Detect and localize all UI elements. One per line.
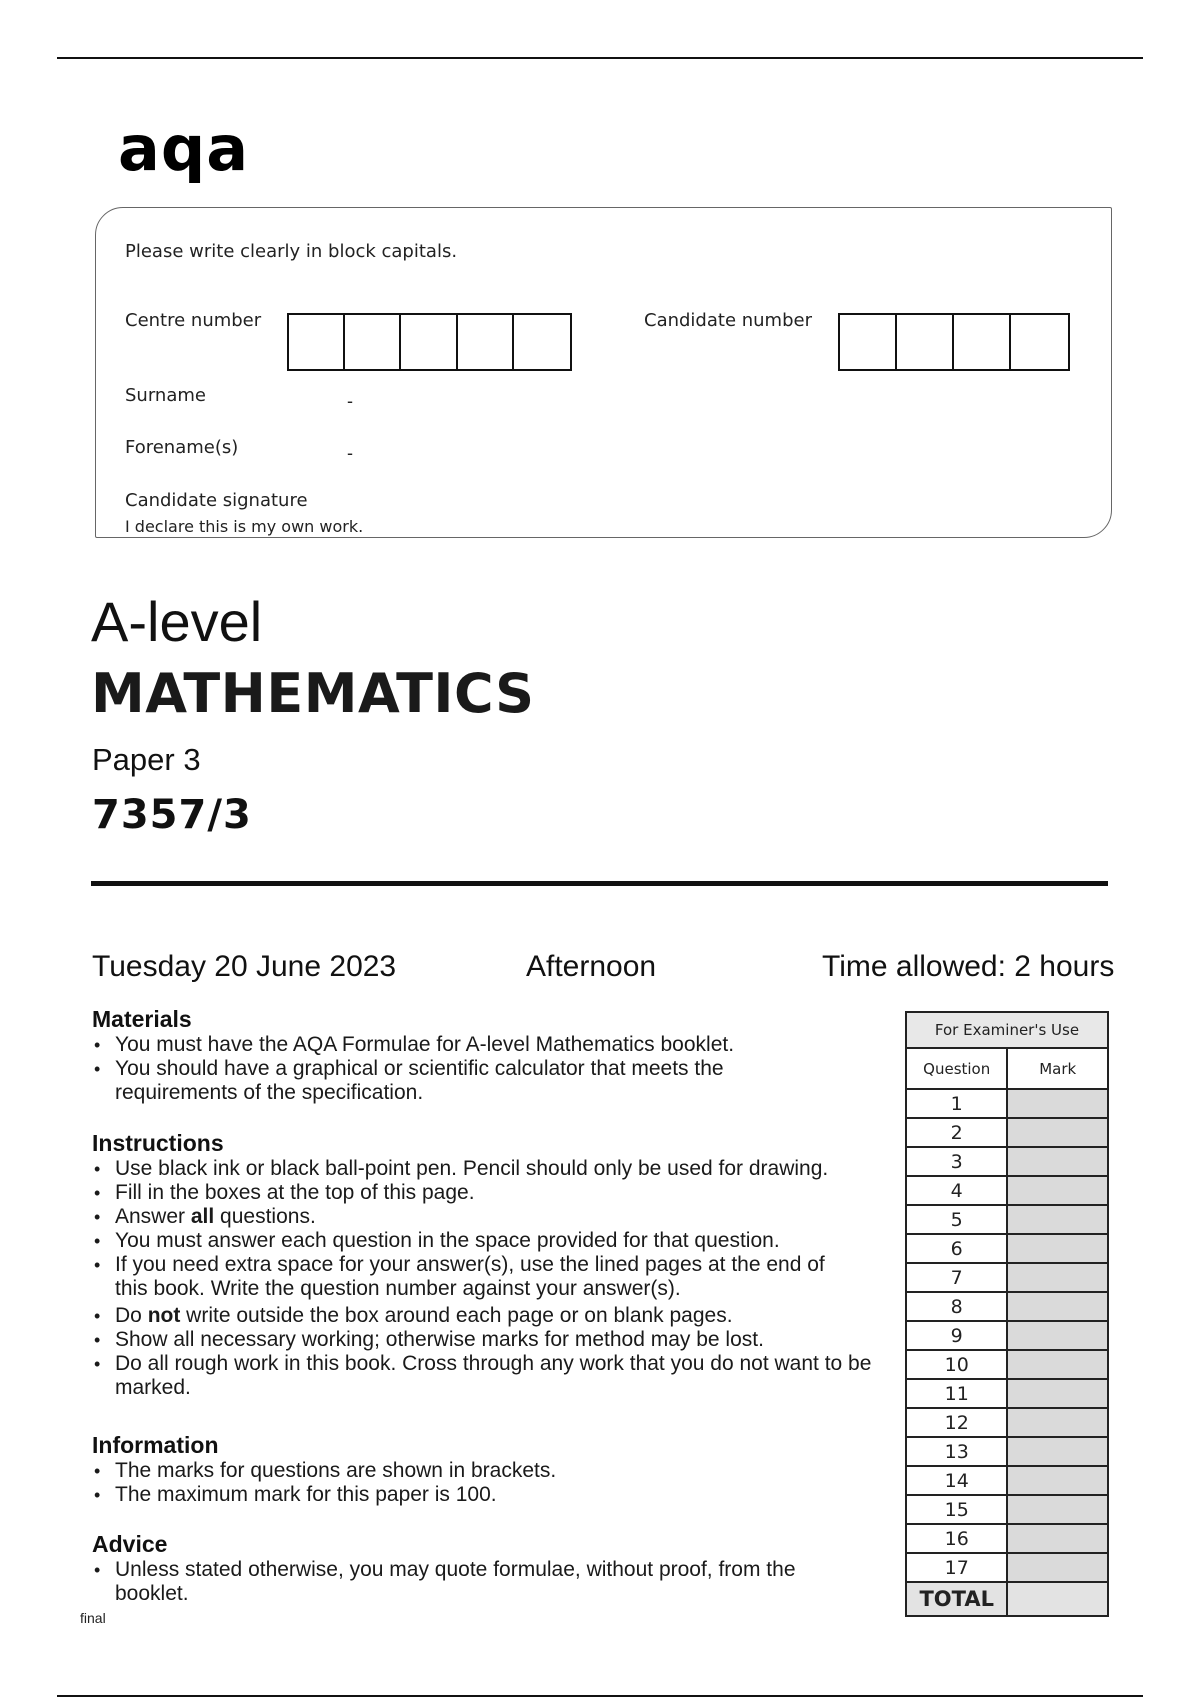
list-item	[92, 1205, 892, 1229]
text: Do	[115, 1304, 148, 1327]
table-row	[906, 1350, 1108, 1379]
list-item: • Fill in the boxes at the top of this page.	[92, 1181, 892, 1205]
qualification-level: A-level	[91, 590, 263, 653]
surname-field[interactable]: -	[347, 391, 353, 411]
question-number: 10	[906, 1350, 1007, 1379]
table-row	[906, 1205, 1108, 1234]
mark-cell[interactable]	[1007, 1263, 1108, 1292]
table-row	[906, 1379, 1108, 1408]
table-row	[906, 1321, 1108, 1350]
examiner-table-title: For Examiner's Use	[906, 1012, 1108, 1048]
aqa-logo: aqa	[118, 112, 250, 185]
mark-cell[interactable]	[1007, 1408, 1108, 1437]
table-row	[906, 1147, 1108, 1176]
candidate-number-boxes[interactable]	[838, 313, 1070, 371]
table-row	[906, 1118, 1108, 1147]
centre-number-digit[interactable]	[401, 315, 457, 369]
table-row	[906, 1524, 1108, 1553]
list-item: • You must answer each question in the space provided for that question.	[92, 1229, 892, 1253]
mark-cell[interactable]	[1007, 1176, 1108, 1205]
mark-cell[interactable]	[1007, 1292, 1108, 1321]
materials-section	[92, 1008, 882, 1105]
centre-number-label: Centre number	[125, 310, 262, 331]
table-row	[906, 1089, 1108, 1118]
total-label: TOTAL	[906, 1582, 1007, 1616]
subject-title: MATHEMATICS	[91, 662, 535, 725]
text: Answer	[115, 1205, 191, 1228]
question-number: 9	[906, 1321, 1007, 1350]
centre-number-digit[interactable]	[289, 315, 345, 369]
question-number: 11	[906, 1379, 1007, 1408]
list-item: • If you need extra space for your answer(s), use the lined pages at the end of this book. Write the question number against your answer(s).	[92, 1253, 845, 1301]
question-number: 12	[906, 1408, 1007, 1437]
question-number: 15	[906, 1495, 1007, 1524]
forenames-field[interactable]: -	[347, 443, 353, 463]
list-item: • You should have a graphical or scientific calculator that meets the requirements of the specification.	[92, 1057, 775, 1105]
question-number: 17	[906, 1553, 1007, 1582]
signature-label: Candidate signature	[125, 490, 308, 511]
total-row	[906, 1582, 1108, 1616]
question-number: 2	[906, 1118, 1007, 1147]
list-item: • Show all necessary working; otherwise marks for method may be lost.	[92, 1328, 892, 1352]
mark-cell[interactable]	[1007, 1553, 1108, 1582]
surname-label: Surname	[125, 385, 206, 406]
table-row	[906, 1234, 1108, 1263]
candidate-number-digit[interactable]	[954, 315, 1011, 369]
candidate-number-digit[interactable]	[897, 315, 954, 369]
list-item: • The marks for questions are shown in brackets.	[92, 1459, 882, 1483]
centre-number-digit[interactable]	[514, 315, 570, 369]
time-allowed: Time allowed: 2 hours	[822, 950, 1115, 983]
advice-section	[92, 1533, 882, 1606]
text: questions.	[214, 1205, 316, 1228]
list-item	[92, 1304, 892, 1328]
mark-cell[interactable]	[1007, 1466, 1108, 1495]
list-item: • You must have the AQA Formulae for A-level Mathematics booklet.	[92, 1033, 882, 1057]
mark-cell[interactable]	[1007, 1089, 1108, 1118]
list-item: • Use black ink or black ball-point pen. Pencil should only be used for drawing.	[92, 1157, 892, 1181]
question-column-header: Question	[906, 1048, 1007, 1089]
question-number: 1	[906, 1089, 1007, 1118]
table-row	[906, 1553, 1108, 1582]
question-number: 3	[906, 1147, 1007, 1176]
list-item: • Unless stated otherwise, you may quote formulae, without proof, from the booklet.	[92, 1558, 845, 1606]
top-rule	[57, 57, 1143, 59]
exam-session: Afternoon	[526, 950, 657, 983]
exam-date: Tuesday 20 June 2023	[92, 950, 397, 983]
question-number: 13	[906, 1437, 1007, 1466]
centre-number-digit[interactable]	[345, 315, 401, 369]
information-section	[92, 1434, 882, 1507]
table-row	[906, 1437, 1108, 1466]
list-item: • The maximum mark for this paper is 100.	[92, 1483, 882, 1507]
mark-cell[interactable]	[1007, 1234, 1108, 1263]
instructions-heading: Instructions	[92, 1130, 224, 1156]
examiner-use-table	[905, 1011, 1109, 1617]
mark-cell[interactable]	[1007, 1524, 1108, 1553]
candidate-number-label: Candidate number	[644, 310, 812, 331]
block-capitals-instruction: Please write clearly in block capitals.	[125, 241, 458, 262]
candidate-number-digit[interactable]	[1011, 315, 1068, 369]
table-row	[906, 1263, 1108, 1292]
centre-number-digit[interactable]	[458, 315, 514, 369]
candidate-number-digit[interactable]	[840, 315, 897, 369]
title-divider	[91, 881, 1108, 886]
forenames-label: Forename(s)	[125, 437, 239, 458]
question-number: 6	[906, 1234, 1007, 1263]
table-row	[906, 1408, 1108, 1437]
mark-cell[interactable]	[1007, 1205, 1108, 1234]
question-number: 14	[906, 1466, 1007, 1495]
paper-number: Paper 3	[92, 742, 201, 777]
question-number: 4	[906, 1176, 1007, 1205]
paper-code: 7357/3	[92, 792, 252, 838]
mark-cell[interactable]	[1007, 1118, 1108, 1147]
list-item: • Do all rough work in this book. Cross through any work that you do not want to be marked.	[92, 1352, 885, 1400]
final-note: final	[80, 1610, 106, 1626]
table-row	[906, 1292, 1108, 1321]
centre-number-boxes[interactable]	[287, 313, 572, 371]
mark-cell[interactable]	[1007, 1437, 1108, 1466]
table-row	[906, 1176, 1108, 1205]
instructions-section	[92, 1132, 892, 1400]
total-mark-cell[interactable]	[1007, 1582, 1108, 1616]
question-number: 8	[906, 1292, 1007, 1321]
text: write outside the box around each page or on blank pages.	[180, 1304, 733, 1327]
emphasis: not	[147, 1304, 181, 1327]
table-row	[906, 1466, 1108, 1495]
question-number: 16	[906, 1524, 1007, 1553]
information-heading: Information	[92, 1432, 219, 1458]
mark-column-header: Mark	[1007, 1048, 1108, 1089]
bottom-rule	[57, 1695, 1143, 1697]
advice-heading: Advice	[92, 1531, 168, 1557]
mark-cell[interactable]	[1007, 1495, 1108, 1524]
declaration-text: I declare this is my own work.	[125, 517, 364, 536]
table-row	[906, 1495, 1108, 1524]
mark-cell[interactable]	[1007, 1321, 1108, 1350]
mark-cell[interactable]	[1007, 1379, 1108, 1408]
question-number: 7	[906, 1263, 1007, 1292]
question-number: 5	[906, 1205, 1007, 1234]
emphasis: all	[190, 1205, 215, 1228]
mark-cell[interactable]	[1007, 1350, 1108, 1379]
mark-cell[interactable]	[1007, 1147, 1108, 1176]
materials-heading: Materials	[92, 1006, 192, 1032]
